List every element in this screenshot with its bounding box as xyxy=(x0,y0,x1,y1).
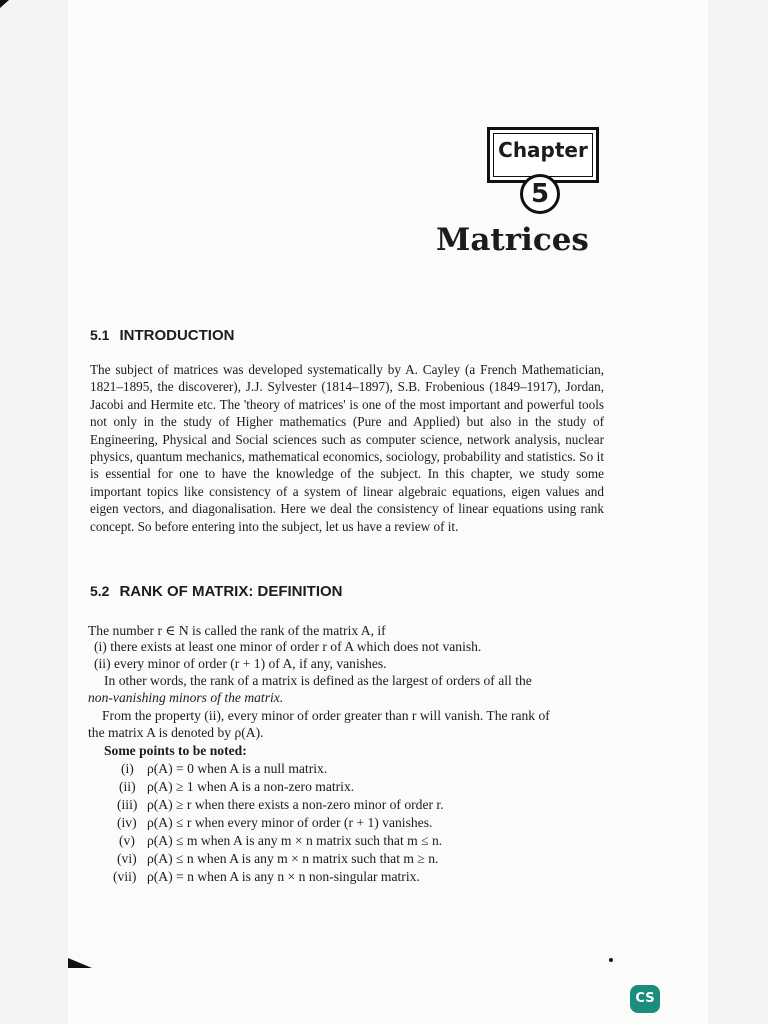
scan-speck xyxy=(609,958,613,962)
page-corner-mark xyxy=(68,958,92,968)
section-heading-rank xyxy=(90,583,343,600)
point-text: ρ(A) ≥ r when there exists a non-zero minor of order r. xyxy=(147,797,444,812)
point-text: ρ(A) = 0 when A is a null matrix. xyxy=(147,761,328,776)
point-number: (ii) xyxy=(119,779,136,794)
other-words-line: non-vanishing minors of the matrix. xyxy=(88,690,284,705)
point-number: (iii) xyxy=(117,797,138,812)
intro-paragraph: The subject of matrices was developed systematically by A. Cayley (a French Mathematician, 1821–1895, the discoverer), J.J. Sylvester (1814–1897), S.B. Frobenious (1849–1917), Jordan, Jacobi and Hermite etc. The 'theory of matrices' is one of the most important and powerful tools not only in the study of Higher mathematics (Pure and Applied) but also in the study of Engineering, Physical and Social sciences such as computer science, network analysis, nuclear physics, quantum mechanics, mathematical economics, sociology, probability and statistics. So it is essential for one to have the knowledge of the subject. In this chapter, we study some important topics like consistency of a system of linear algebraic equations, eigen values and eigen vectors, and diagonalisation. Here we deal the consistency of linear equations using rank concept. So before entering into the subject, let us have a review of it. xyxy=(90,362,604,534)
point-number: (vi) xyxy=(117,851,137,866)
definition-condition: (ii) every minor of order (r + 1) of A, if any, vanishes. xyxy=(94,656,387,671)
point-number: (v) xyxy=(119,833,135,848)
point-text: ρ(A) = n when A is any n × n non-singular matrix. xyxy=(147,869,420,884)
point-text: ρ(A) ≤ r when every minor of order (r + 1) vanishes. xyxy=(147,815,433,830)
chapter-title: Matrices xyxy=(436,222,589,258)
section-title: RANK OF MATRIX: DEFINITION xyxy=(119,583,343,600)
section-number: 5.1 xyxy=(90,327,110,343)
page-corner-mark xyxy=(0,0,9,8)
other-words-line: In other words, the rank of a matrix is defined as the largest of orders of all the xyxy=(104,673,532,688)
section-number: 5.2 xyxy=(90,583,110,599)
section-title: INTRODUCTION xyxy=(119,327,235,344)
definition-lead: The number r ∈ N is called the rank of the matrix A, if xyxy=(88,623,386,638)
point-text: ρ(A) ≤ m when A is any m × n matrix such that m ≤ n. xyxy=(147,833,443,848)
point-number: (i) xyxy=(121,761,134,776)
property-line: the matrix A is denoted by ρ(A). xyxy=(88,725,264,740)
section-heading-introduction xyxy=(90,327,234,344)
point-text: ρ(A) ≥ 1 when A is a non-zero matrix. xyxy=(147,779,355,794)
chapter-label: Chapter xyxy=(498,138,588,162)
chapter-number-badge: 5 xyxy=(520,174,560,214)
point-number: (vii) xyxy=(113,869,137,884)
points-heading: Some points to be noted: xyxy=(104,743,247,758)
point-number: (iv) xyxy=(117,815,137,830)
property-line: From the property (ii), every minor of order greater than r will vanish. The rank of xyxy=(102,708,550,723)
definition-condition: (i) there exists at least one minor of order r of A which does not vanish. xyxy=(94,639,482,654)
camscanner-badge[interactable]: CS xyxy=(630,985,660,1013)
point-text: ρ(A) ≤ n when A is any m × n matrix such that m ≥ n. xyxy=(147,851,439,866)
